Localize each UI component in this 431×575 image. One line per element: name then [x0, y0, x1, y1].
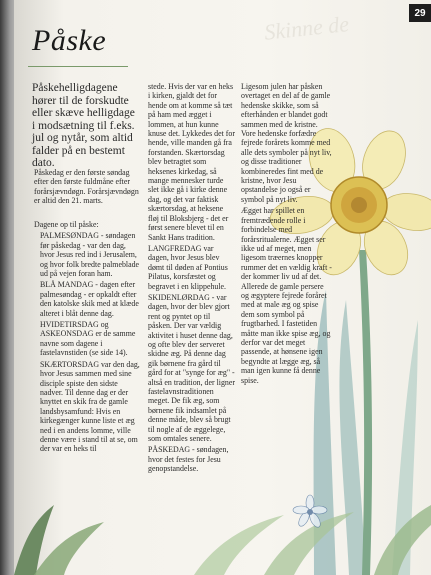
- day-blaa-mandag: BLÅ MANDAG - dagen efter palmesøndag - er opkaldt efter den katolske skik med at klæde alteret i blåt denne dag.: [40, 280, 139, 318]
- day-langfredag: LANGFREDAG var dagen, hvor Jesus blev dømt til døden af Pontius Pilatus, korsfæstet og begravet i en klippehule.: [148, 243, 228, 291]
- day-paaskedag: PÅSKEDAG - søndagen, hvor det festes for Jesu genopstandelse.: [148, 445, 229, 474]
- grass-blade: [264, 512, 354, 575]
- day-hvidetirsdag: HVIDETIRSDAG og ASKEONSDAG er de samme navne som dagene i fastelavnstiden (se side 14).: [40, 320, 136, 358]
- middle-column: [148, 82, 236, 476]
- easter-date-rule: Påskedag er den første søndag efter den første fuldmåne efter forårsjævndøgn. Forårsjævndøgn er altid den 21. marts.: [34, 168, 139, 206]
- right-column: [241, 82, 333, 387]
- daffodil-stamen: [351, 197, 367, 213]
- book-page: [14, 0, 431, 575]
- day-palmesondag: PALMESØNDAG - søndagen før påskedag - var den dag, hvor Jesus red ind i Jerusalem, og hvor folk bredte palmeblade ud på vejen foran ham.: [40, 231, 140, 279]
- page-title: Påske: [32, 24, 107, 57]
- paragraph-witches: stede. Hvis der var en heks i kirken, gjaldt det for hende om at komme så tæt på ham med ægget i lommen, at hun kunne knuse det. Lykkedes det for hende, ville manden gå fra forstanden. Skærtorsdag blev betragtet som heksenes kirkedag, så mange mennesker turde slet ikke gå i kirke denne dag, og det var faktisk skærtorsdag, at heksene fløj til Bloksbjerg - det er først senere blevet til en Sankt Hans tradition.: [148, 82, 235, 242]
- page-number: 29: [409, 4, 431, 22]
- days-column: [34, 220, 142, 456]
- leaf-shape: [339, 300, 366, 575]
- days-heading: Dagene op til påske:: [34, 220, 99, 229]
- day-skidenlordag: SKIDENLØRDAG - var dagen, hvor der blev gjort rent og pyntet op til påsken. Der var vældig aktivitet i huset denne dag, og ofte blev der serveret skidne æg. På denne dag gik børnene fra gård til gård for at "synge for æg" - altså en tradition, der ligner fastelavnstraditionen meget. De fik æg, som børnene fik indsamlet på denne måde, blev så brugt til nogle af de æggelege, som omtales senere.: [148, 292, 235, 444]
- title-underline: [28, 66, 128, 67]
- paragraph-egg: Ægget har spillet en fremtrædende rolle i forbindelse med forårsritualerne. Ægget ser ikke ud af meget, men ligesom træernes knopper rummer det en vældig kraft - der kommer liv ud af det. Allerede de gamle persere og ægyptere fejrede foråret med at male æg og spise dem som symbol på frugtbarhed. I fastetiden måtte man ikke spise æg, og derfor var det meget passende, at hønsene igen begyndte at lægge æg, så man igen kunne få denne spise.: [241, 206, 332, 385]
- show-through-text: Skinne de: [263, 11, 351, 45]
- day-skaertorsdag: SKÆRTORSDAG var den dag, hvor Jesus sammen med sine disciple spiste den sidste nadver. Til denne dag er der knyttet en skik fra de gamle landsbysamfund: Hvis en kirkegænger kunne liste et æg ned i en andens lomme, ville denne være i stand til at se, om der var en heks til: [40, 359, 140, 454]
- intro-paragraph: Påskehelligdagene hører til de forskudte eller skæve helligdage i modsætning til f.eks. jul og nytår, som altid falder på en bestemt dato.: [32, 82, 135, 169]
- paragraph-pagan-customs: Ligesom julen har påsken overtaget en del af de gamle hedenske skikke, som så efterhånden er blandet godt sammen med de kristne. Vore hedenske forfædre fejrede forårets komme med alle dets symboler på nyt liv, og disse traditioner kombineredes fint med de kristne, hvor Jesu opstandelse jo også er symbol på nyt liv.: [241, 82, 332, 204]
